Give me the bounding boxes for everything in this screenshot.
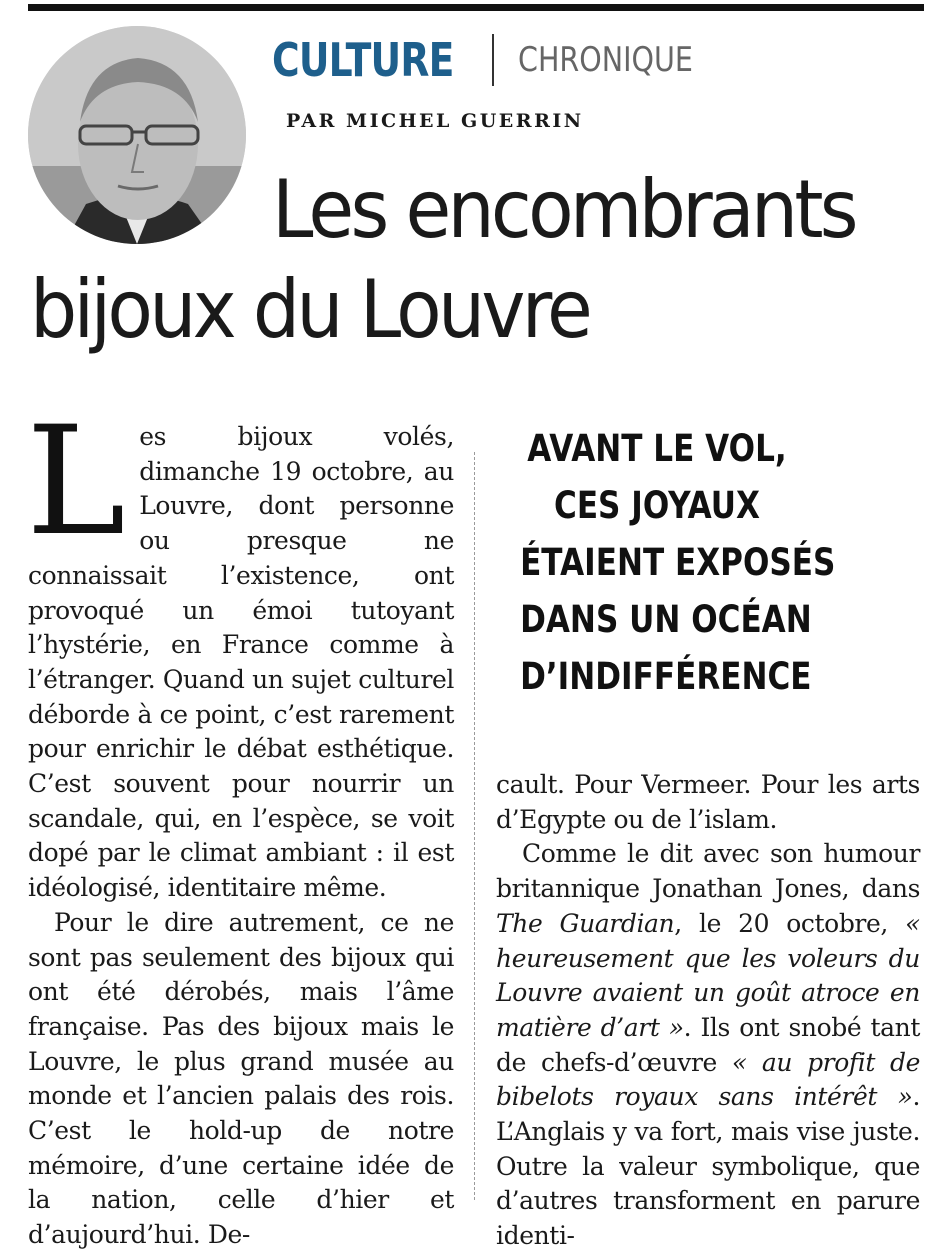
pull-quote-line: D’INDIFFÉRENCE <box>520 655 812 698</box>
pull-quote-line: AVANT LE VOL, <box>527 427 787 470</box>
headline <box>28 160 908 360</box>
paragraph-1 <box>26 395 454 906</box>
pull-quote-line: CES JOYAUX <box>554 484 760 527</box>
section-label[interactable]: CULTURE <box>272 33 454 87</box>
paragraph-2: Pour le dire autrement, ce ne sont pas seulement des bijoux qui ont été dérobés, mais l’âme française. Pas des bijoux mais le Louvre, le plus grand musée au monde et l’ancien palais des rois. C’est le hold-up de notre mémoire, d’une certaine idée de la nation, celle d’hier et d’aujourd’hui. De- <box>28 907 454 1250</box>
article-column-right <box>496 768 920 1254</box>
byline: PAR MICHEL GUERRIN <box>286 110 584 132</box>
paragraph-3: cault. Pour Vermeer. Pour les arts d’Egypte ou de l’islam. <box>496 770 920 834</box>
inline-quote: « heureusement que les voleurs du Louvre avaient un goût atroce en matière d’art » <box>496 908 920 1042</box>
article-column-left <box>26 395 454 1253</box>
inline-quote: « au profit de bibelots royaux sans intérêt » <box>496 1047 920 1112</box>
pull-quote-line: DANS UN OCÉAN <box>520 598 812 641</box>
pull-quote-line: ÉTAIENT EXPOSÉS <box>520 541 836 584</box>
paragraph-1-text: es bijoux volés, dimanche 19 octobre, au Louvre, dont personne ou presque ne connaissait l’existence, ont provoqué un émoi tutoyant l’hystérie, en France comme à l’étranger. Quand un sujet culturel déborde à ce point, c’est rarement pour enrichir le débat esthétique. C’est souvent pour nourrir un scandale, qui, en l’espèce, se voit dopé par le climat ambiant : il est idéologisé, identitaire même. <box>28 422 454 903</box>
source-name: The Guardian <box>496 908 675 938</box>
rubric <box>272 28 726 92</box>
column-divider <box>474 452 475 1200</box>
paragraph-4 <box>496 837 920 1253</box>
headline-line-1: Les encombrants <box>272 163 855 256</box>
top-rule <box>28 4 924 11</box>
paragraph-4-text: . Ils ont snobé tant de chefs-d’œuvre <box>496 1012 920 1077</box>
paragraph-4-text: Comme le dit avec son humour britannique Jonathan Jones, dans <box>496 839 920 904</box>
paragraph-4-text: , le 20 octobre, <box>674 908 906 938</box>
paragraph-4-text: . L’Anglais y va fort, mais vise juste. Outre la valeur symbolique, que d’autres transforment en parure identi- <box>496 1082 920 1251</box>
rubric-divider <box>492 34 494 86</box>
drop-cap: L <box>26 395 126 569</box>
pull-quote <box>494 420 836 705</box>
column-type-label: CHRONIQUE <box>518 40 693 80</box>
headline-line-2: bijoux du Louvre <box>30 263 590 356</box>
